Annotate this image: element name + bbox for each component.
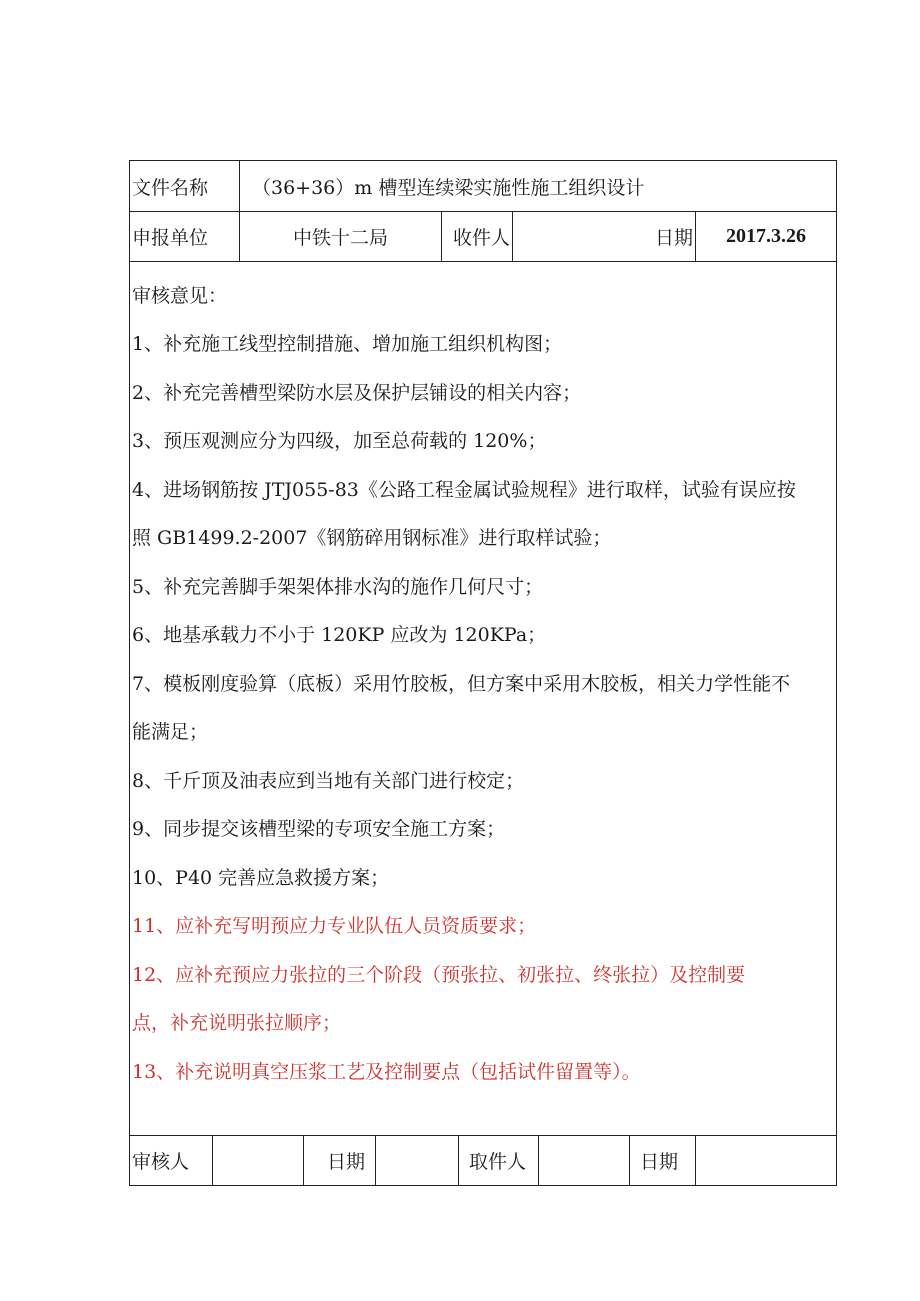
review-line: 11、应补充写明预应力专业队伍人员资质要求； xyxy=(132,915,537,937)
review-form xyxy=(129,160,837,1186)
file-name-row xyxy=(130,161,836,212)
pickup-field[interactable] xyxy=(539,1136,630,1185)
review-line: 2、补充完善槽型梁防水层及保护层铺设的相关内容； xyxy=(132,382,582,404)
review-line: 13、补充说明真空压浆工艺及控制要点（包括试件留置等）。 xyxy=(132,1061,641,1083)
file-name-label: 文件名称 xyxy=(130,161,240,211)
review-line: 9、同步提交该槽型梁的专项安全施工方案； xyxy=(132,818,506,840)
review-line: 4、进场钢筋按 JTJ055-83《公路工程金属试验规程》进行取样，试验有误应按 xyxy=(132,479,796,501)
review-line: 3、预压观测应分为四级，加至总荷载的 120%； xyxy=(132,430,547,452)
review-line: 5、补充完善脚手架架体排水沟的施作几何尺寸； xyxy=(132,576,544,598)
recipient-label: 收件人 xyxy=(442,212,513,261)
review-line: 6、地基承载力不小于 120KP 应改为 120KPa； xyxy=(132,624,547,646)
review-line: 10、P40 完善应急救援方案； xyxy=(132,867,390,889)
unit-row xyxy=(130,212,836,262)
review-comments xyxy=(130,262,836,1136)
review-line: 照 GB1499.2-2007《钢筋碎用钢标准》进行取样试验； xyxy=(132,527,612,549)
date2-field[interactable] xyxy=(696,1136,836,1185)
unit-value: 中铁十二局 xyxy=(240,212,442,261)
review-line: 12、应补充预应力张拉的三个阶段（预张拉、初张拉、终张拉）及控制要 xyxy=(132,964,746,986)
file-name-value: （36+36）m 槽型连续梁实施性施工组织设计 xyxy=(252,176,645,199)
pickup-label: 取件人 xyxy=(459,1136,539,1185)
date-value: 2017.3.26 xyxy=(726,225,806,247)
review-line: 能满足； xyxy=(132,721,209,743)
review-line: 1、补充施工线型控制措施、增加施工组织机构图； xyxy=(132,333,563,355)
date1-label: 日期 xyxy=(304,1136,376,1185)
date2-label: 日期 xyxy=(630,1136,696,1185)
review-title: 审核意见： xyxy=(132,285,228,307)
date-label: 日期 xyxy=(513,212,696,261)
review-line: 点，补充说明张拉顺序； xyxy=(132,1012,342,1034)
reviewer-label: 审核人 xyxy=(130,1136,213,1185)
review-line: 7、模板刚度验算（底板）采用竹胶板，但方案中采用木胶板，相关力学性能不 xyxy=(132,673,791,695)
review-line: 8、千斤顶及油表应到当地有关部门进行校定； xyxy=(132,770,525,792)
unit-label: 申报单位 xyxy=(130,212,240,261)
reviewer-field[interactable] xyxy=(213,1136,304,1185)
signature-row xyxy=(130,1136,836,1185)
date1-field[interactable] xyxy=(376,1136,459,1185)
